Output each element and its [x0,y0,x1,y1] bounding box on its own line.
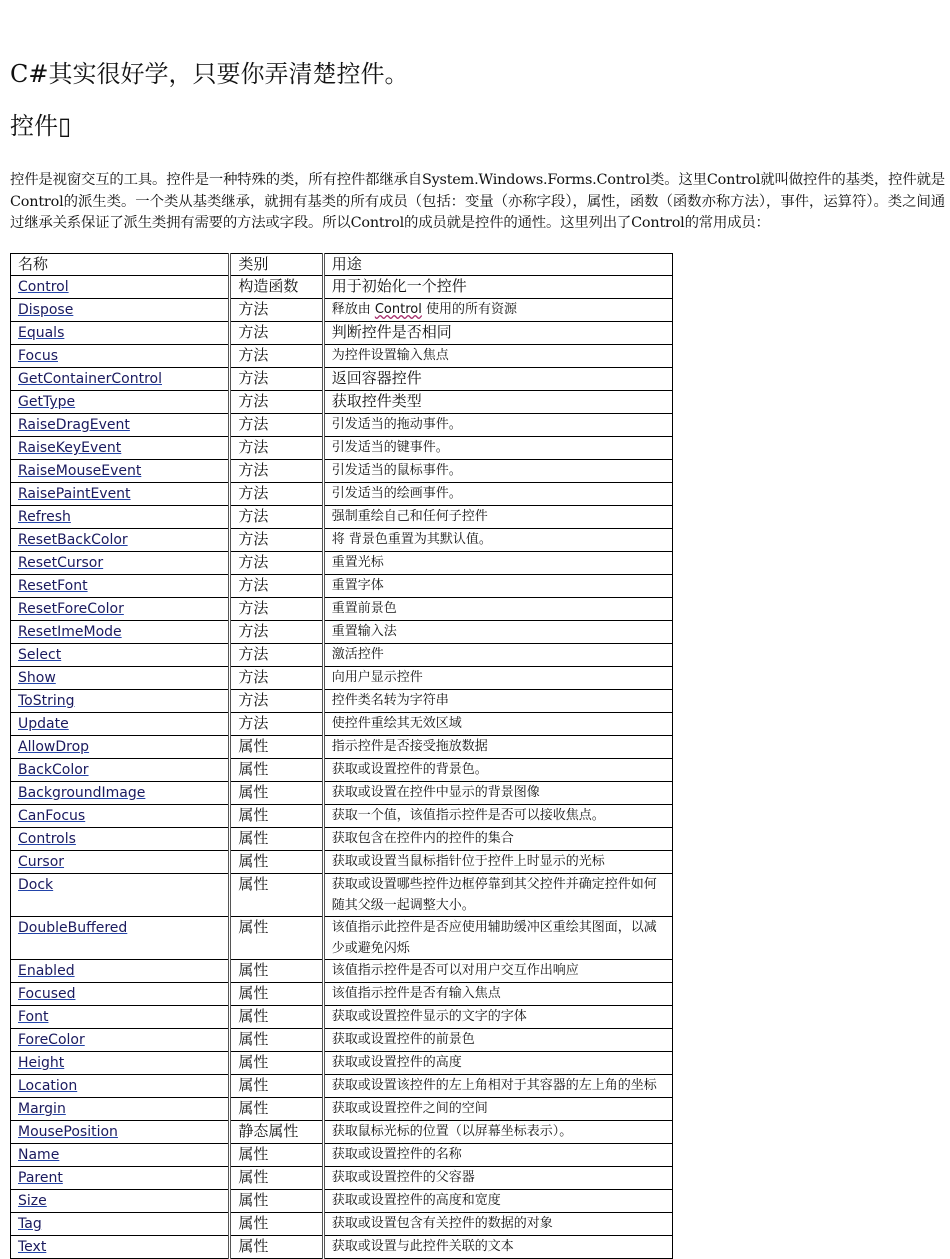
table-row [11,598,673,621]
member-usage-cell [323,299,672,322]
member-name-cell [11,483,230,506]
usage-text-post: 使用的所有资源 [421,302,517,317]
member-link[interactable]: CanFocus [18,808,86,824]
member-link[interactable]: Cursor [18,854,65,870]
member-usage-cell: 用于初始化一个控件 [323,276,672,299]
member-kind-cell: 方法 [230,368,323,391]
member-link[interactable]: DoubleBuffered [18,920,128,936]
table-row [11,276,673,299]
member-usage-cell: 获取或设置控件的高度 [323,1052,672,1075]
member-name-cell [11,1052,230,1075]
member-kind-cell: 属性 [230,1006,323,1029]
member-link[interactable]: ResetBackColor [18,532,128,548]
member-kind-cell: 方法 [230,529,323,552]
member-usage-cell: 获取或设置控件的前景色 [323,1029,672,1052]
member-name-cell [11,667,230,690]
member-link[interactable]: Tag [18,1216,42,1232]
member-name-cell [11,299,230,322]
member-link[interactable]: Enabled [18,963,75,979]
table-header-row [11,254,673,276]
member-usage-cell: 指示控件是否接受拖放数据 [323,736,672,759]
member-usage-cell: 获取或设置控件的父容器 [323,1167,672,1190]
table-row [11,782,673,805]
table-row [11,552,673,575]
table-row [11,805,673,828]
member-link[interactable]: Select [18,647,62,663]
member-link[interactable]: Height [18,1055,65,1071]
member-link[interactable]: Show [18,670,56,686]
member-name-cell [11,736,230,759]
member-usage-cell: 引发适当的鼠标事件。 [323,460,672,483]
table-row [11,1052,673,1075]
member-link[interactable]: Name [18,1147,60,1163]
table-row [11,1213,673,1236]
member-link[interactable]: ResetForeColor [18,601,124,617]
member-link[interactable]: BackColor [18,762,89,778]
member-link[interactable]: RaiseKeyEvent [18,440,122,456]
member-usage-cell: 获取或设置当鼠标指针位于控件上时显示的光标 [323,851,672,874]
member-name-cell [11,983,230,1006]
member-usage-cell: 重置字体 [323,575,672,598]
member-kind-cell: 属性 [230,1190,323,1213]
member-link[interactable]: Update [18,716,69,732]
member-link[interactable]: GetContainerControl [18,371,162,387]
member-kind-cell: 属性 [230,782,323,805]
member-link[interactable]: ForeColor [18,1032,85,1048]
member-name-cell [11,874,230,917]
member-kind-cell: 属性 [230,960,323,983]
member-kind-cell: 方法 [230,322,323,345]
member-usage-cell: 获取一个值，该值指示控件是否可以接收焦点。 [323,805,672,828]
table-row [11,437,673,460]
member-link[interactable]: Dispose [18,302,74,318]
table-row [11,851,673,874]
table-row [11,483,673,506]
member-usage-cell: 获取或设置控件之间的空间 [323,1098,672,1121]
member-kind-cell: 属性 [230,1236,323,1259]
member-usage-cell: 强制重绘自己和任何子控件 [323,506,672,529]
usage-text-marked: Control [374,302,422,317]
member-usage-cell: 获取或设置控件的名称 [323,1144,672,1167]
member-usage-cell: 该值指示控件是否有输入焦点 [323,983,672,1006]
section-heading: 控件▯ [10,112,72,140]
member-kind-cell: 属性 [230,1144,323,1167]
member-kind-cell: 属性 [230,1213,323,1236]
member-kind-cell: 属性 [230,983,323,1006]
member-kind-cell: 方法 [230,690,323,713]
member-usage-cell: 获取或设置控件的高度和宽度 [323,1190,672,1213]
member-link[interactable]: Font [18,1009,49,1025]
member-name-cell [11,460,230,483]
member-name-cell [11,851,230,874]
member-kind-cell: 属性 [230,828,323,851]
table-row [11,460,673,483]
intro-paragraph: 控件是视窗交互的工具。控件是一种特殊的类，所有控件都继承自System.Windows.Forms.Control类。这里Control就叫做控件的基类，控件就是Control的派生类。一个类从基类继承，就拥有基类的所有成员（包括：变量（亦称字段），属性，函数（函数亦称方法），事件，运算符）。类之间通过继承关系保证了派生类拥有需要的方法或字段。所以Control的成员就是控件的通性。这里列出了Control的常用成员： [10,172,945,231]
member-usage-cell: 为控件设置输入焦点 [323,345,672,368]
member-link[interactable]: Equals [18,325,65,341]
member-kind-cell: 方法 [230,483,323,506]
member-name-cell [11,644,230,667]
member-name-cell [11,828,230,851]
table-row [11,759,673,782]
member-kind-cell: 属性 [230,1029,323,1052]
member-name-cell [11,1167,230,1190]
member-link[interactable]: ResetImeMode [18,624,122,640]
member-kind-cell: 属性 [230,1075,323,1098]
member-name-cell [11,1236,230,1259]
member-kind-cell: 方法 [230,299,323,322]
member-usage-cell: 该值指示此控件是否应使用辅助缓冲区重绘其图面，以减少或避免闪烁 [323,917,672,960]
table-row [11,1098,673,1121]
member-usage-cell: 使控件重绘其无效区域 [323,713,672,736]
table-row [11,713,673,736]
member-link[interactable]: RaiseDragEvent [18,417,130,433]
table-row [11,983,673,1006]
table-row [11,1144,673,1167]
table-row [11,345,673,368]
member-name-cell [11,621,230,644]
member-kind-cell: 方法 [230,345,323,368]
member-kind-cell: 方法 [230,667,323,690]
member-usage-cell: 激活控件 [323,644,672,667]
member-link[interactable]: MousePosition [18,1124,118,1140]
member-name-cell [11,1190,230,1213]
table-row [11,414,673,437]
member-name-cell [11,575,230,598]
member-kind-cell: 方法 [230,506,323,529]
table-row [11,690,673,713]
member-kind-cell: 静态属性 [230,1121,323,1144]
table-row [11,917,673,960]
member-kind-cell: 属性 [230,1052,323,1075]
member-link[interactable]: Focus [18,348,58,364]
member-kind-cell: 方法 [230,713,323,736]
member-name-cell [11,529,230,552]
member-name-cell [11,805,230,828]
member-usage-cell: 获取或设置与此控件关联的文本 [323,1236,672,1259]
table-row [11,1029,673,1052]
member-name-cell [11,759,230,782]
member-link[interactable]: Controls [18,831,76,847]
page-title: C#其实很好学，只要你弄清楚控件。 [10,60,409,88]
missing-glyph-icon: ▯ [58,112,72,140]
member-link[interactable]: Parent [18,1170,63,1186]
member-usage-cell: 引发适当的绘画事件。 [323,483,672,506]
usage-text-pre: 释放由 [331,302,375,317]
member-name-cell [11,391,230,414]
member-name-cell [11,506,230,529]
member-usage-cell: 获取或设置控件显示的文字的字体 [323,1006,672,1029]
member-usage-cell: 获取或设置哪些控件边框停靠到其父控件并确定控件如何随其父级一起调整大小。 [323,874,672,917]
member-name-cell [11,1121,230,1144]
header-kind: 类别 [230,254,323,276]
member-usage-cell: 重置前景色 [323,598,672,621]
member-kind-cell: 方法 [230,644,323,667]
table-row [11,529,673,552]
member-link[interactable]: Margin [18,1101,66,1117]
member-usage-cell: 获取包含在控件内的控件的集合 [323,828,672,851]
table-row [11,736,673,759]
member-link[interactable]: Size [18,1193,47,1209]
table-row [11,960,673,983]
member-usage-cell: 引发适当的拖动事件。 [323,414,672,437]
member-link[interactable]: ResetFont [18,578,88,594]
member-link[interactable]: Dock [18,877,54,893]
member-kind-cell: 构造函数 [230,276,323,299]
member-name-cell [11,960,230,983]
member-name-cell [11,917,230,960]
member-usage-cell: 获取或设置包含有关控件的数据的对象 [323,1213,672,1236]
member-kind-cell: 方法 [230,437,323,460]
table-row [11,621,673,644]
member-usage-cell: 重置输入法 [323,621,672,644]
member-usage-cell: 获取或设置该控件的左上角相对于其容器的左上角的坐标 [323,1075,672,1098]
table-row [11,828,673,851]
table-row [11,874,673,917]
table-row [11,391,673,414]
member-kind-cell: 属性 [230,759,323,782]
member-usage-cell: 向用户显示控件 [323,667,672,690]
table-row [11,1075,673,1098]
member-name-cell [11,1144,230,1167]
member-kind-cell: 方法 [230,460,323,483]
table-row [11,299,673,322]
member-kind-cell: 属性 [230,851,323,874]
member-name-cell [11,598,230,621]
member-kind-cell: 方法 [230,621,323,644]
table-row [11,1236,673,1259]
member-name-cell [11,368,230,391]
header-name: 名称 [11,254,230,276]
member-link[interactable]: GetType [18,394,76,410]
table-row [11,1190,673,1213]
member-name-cell [11,414,230,437]
member-link[interactable]: Focused [18,986,76,1002]
member-usage-cell: 控件类名转为字符串 [323,690,672,713]
member-usage-cell: 将 背景色重置为其默认值。 [323,529,672,552]
member-name-cell [11,1029,230,1052]
member-link[interactable]: ToString [18,693,75,709]
table-row [11,322,673,345]
member-name-cell [11,713,230,736]
member-name-cell [11,782,230,805]
member-usage-cell: 获取或设置控件的背景色。 [323,759,672,782]
table-row [11,506,673,529]
member-name-cell [11,437,230,460]
table-row [11,575,673,598]
member-kind-cell: 属性 [230,917,323,960]
member-name-cell [11,1213,230,1236]
table-row [11,1006,673,1029]
member-kind-cell: 属性 [230,736,323,759]
member-link[interactable]: BackgroundImage [18,785,146,801]
member-kind-cell: 方法 [230,391,323,414]
member-link[interactable]: AllowDrop [18,739,90,755]
member-name-cell [11,345,230,368]
member-link[interactable]: ResetCursor [18,555,104,571]
control-members-table [10,253,673,1259]
table-row [11,1167,673,1190]
table-row [11,644,673,667]
member-link[interactable]: Text [18,1239,47,1255]
header-usage: 用途 [323,254,672,276]
member-usage-cell: 获取鼠标光标的位置（以屏幕坐标表示）。 [323,1121,672,1144]
member-kind-cell: 方法 [230,552,323,575]
member-link[interactable]: Control [18,279,69,295]
member-kind-cell: 属性 [230,1167,323,1190]
member-name-cell [11,1006,230,1029]
table-row [11,368,673,391]
member-name-cell [11,276,230,299]
member-usage-cell: 获取或设置在控件中显示的背景图像 [323,782,672,805]
member-name-cell [11,1075,230,1098]
table-row [11,1121,673,1144]
member-usage-cell: 该值指示控件是否可以对用户交互作出响应 [323,960,672,983]
member-name-cell [11,552,230,575]
member-link[interactable]: Location [18,1078,78,1094]
member-usage-cell: 获取控件类型 [323,391,672,414]
member-kind-cell: 属性 [230,805,323,828]
member-kind-cell: 属性 [230,874,323,917]
member-usage-cell: 引发适当的键事件。 [323,437,672,460]
member-name-cell [11,690,230,713]
member-kind-cell: 方法 [230,575,323,598]
member-name-cell [11,322,230,345]
member-link[interactable]: Refresh [18,509,71,525]
member-kind-cell: 属性 [230,1098,323,1121]
member-usage-cell: 重置光标 [323,552,672,575]
member-usage-cell: 判断控件是否相同 [323,322,672,345]
member-kind-cell: 方法 [230,598,323,621]
member-link[interactable]: RaiseMouseEvent [18,463,142,479]
member-name-cell [11,1098,230,1121]
member-link[interactable]: RaisePaintEvent [18,486,131,502]
member-kind-cell: 方法 [230,414,323,437]
member-usage-cell: 返回容器控件 [323,368,672,391]
table-row [11,667,673,690]
